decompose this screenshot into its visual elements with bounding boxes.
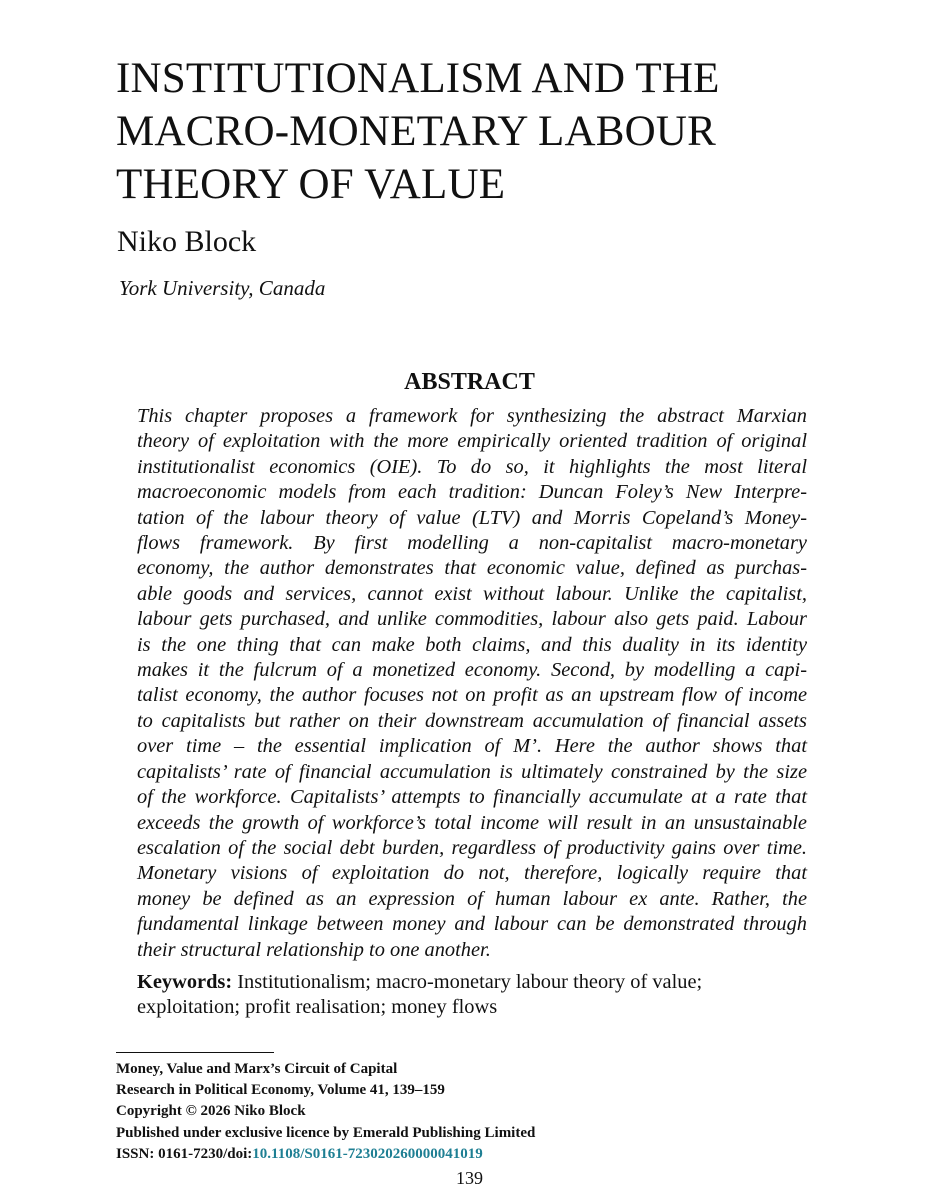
abstract-line: to capitalists but rather on their downstream accumulation of financial assets bbox=[137, 709, 807, 732]
publication-footer bbox=[116, 1059, 836, 1165]
abstract-line: flows framework. By first modelling a non-capitalist macro-monetary bbox=[137, 532, 807, 555]
abstract-line: economy, the author demonstrates that economic value, defined as purchas- bbox=[137, 557, 807, 580]
abstract-line: escalation of the social debt burden, regardless of productivity gains over time. bbox=[137, 836, 807, 859]
abstract-line: able goods and services, cannot exist without labour. Unlike the capitalist, bbox=[137, 582, 807, 605]
keywords-line bbox=[137, 970, 807, 995]
copyright-notice: Copyright © 2026 Niko Block bbox=[116, 1103, 306, 1120]
page-number: 139 bbox=[456, 1168, 483, 1188]
abstract-line: tation of the labour theory of value (LTV) and Morris Copeland’s Money- bbox=[137, 506, 807, 529]
author-affiliation: York University, Canada bbox=[119, 276, 326, 300]
title-line: MACRO-MONETARY LABOUR bbox=[116, 108, 717, 155]
abstract-line: capitalists’ rate of financial accumulation is ultimately constrained by the size bbox=[137, 760, 807, 783]
doi-link[interactable]: 10.1108/S0161-723020260000041019 bbox=[252, 1145, 483, 1162]
abstract-line: makes it the fulcrum of a monetized economy. Second, by modelling a capi- bbox=[137, 659, 807, 682]
keywords bbox=[137, 970, 807, 1021]
abstract-line: Monetary visions of exploitation do not, therefore, logically require that bbox=[137, 862, 807, 885]
abstract-line: institutionalist economics (OIE). To do so, it highlights the most literal bbox=[137, 455, 807, 478]
abstract-line: fundamental linkage between money and labour can be demonstrated through bbox=[137, 913, 807, 936]
author-name: Niko Block bbox=[117, 225, 257, 258]
chapter-title bbox=[116, 52, 836, 211]
footnote-divider bbox=[116, 1052, 274, 1053]
abstract-line: exceeds the growth of workforce’s total income will result in an unsustainable bbox=[137, 811, 807, 834]
abstract-line: macroeconomic models from each tradition: Duncan Foley’s New Interpre- bbox=[137, 481, 807, 504]
abstract-line: theory of exploitation with the more empirically oriented tradition of original bbox=[137, 430, 807, 453]
keywords-line: exploitation; profit realisation; money flows bbox=[137, 996, 498, 1019]
abstract-line: is the one thing that can make both claims, and this duality in its identity bbox=[137, 633, 807, 656]
title-line: INSTITUTIONALISM AND THE bbox=[116, 55, 720, 102]
abstract-line: labour gets purchased, and unlike commodities, labour also gets paid. Labour bbox=[137, 608, 807, 631]
abstract-line: their structural relationship to one another. bbox=[137, 938, 491, 961]
abstract-line: of the workforce. Capitalists’ attempts to financially accumulate at a rate that bbox=[137, 786, 807, 809]
issn-doi-line bbox=[116, 1144, 836, 1165]
title-line: THEORY OF VALUE bbox=[116, 161, 506, 208]
abstract-heading: ABSTRACT bbox=[404, 369, 535, 395]
abstract-line: This chapter proposes a framework for synthesizing the abstract Marxian bbox=[137, 405, 807, 427]
abstract-line: talist economy, the author focuses not on profit as an upstream flow of income bbox=[137, 684, 807, 707]
book-title: Money, Value and Marx’s Circuit of Capital bbox=[116, 1061, 398, 1077]
abstract-line: over time – the essential implication of M’. Here the author shows that bbox=[137, 735, 807, 758]
abstract-line: money be defined as an expression of human labour ex ante. Rather, the bbox=[137, 887, 807, 910]
keywords-label: Keywords: bbox=[137, 971, 233, 993]
series-info: Research in Political Economy, Volume 41, 139–159 bbox=[116, 1082, 445, 1099]
issn-prefix: ISSN: 0161-7230/doi: bbox=[116, 1145, 253, 1162]
keywords-text: Institutionalism; macro-monetary labour theory of value; bbox=[237, 971, 703, 993]
abstract-body bbox=[137, 404, 807, 963]
licence-notice: Published under exclusive licence by Emerald Publishing Limited bbox=[116, 1124, 536, 1141]
